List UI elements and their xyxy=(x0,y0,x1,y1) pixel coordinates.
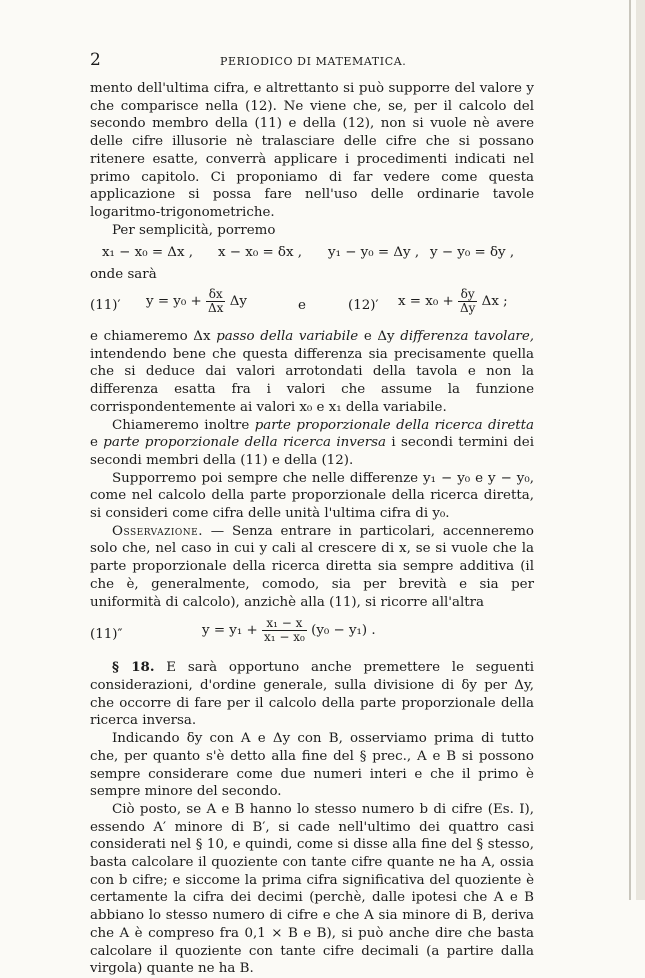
p4-part-a: e chiameremo Δx xyxy=(90,329,217,345)
paragraph-5 xyxy=(90,417,534,470)
section-18-mark: § 18. xyxy=(112,659,155,676)
definitions-row xyxy=(90,239,534,266)
p5-part-a: Chiameremo inoltre xyxy=(112,417,255,433)
paragraph-3: onde sarà xyxy=(90,267,157,283)
definition-3: y₁ − y₀ = Δy , xyxy=(328,245,420,261)
paragraph-4 xyxy=(90,328,534,417)
eq11b-fraction xyxy=(262,617,307,644)
eq11b-body xyxy=(202,617,376,644)
eq12-numerator: δy xyxy=(458,288,477,302)
p5-part-c: i secondi termini dei secondi membri della (11) e della (12). xyxy=(90,435,534,468)
paragraph-6: Supporremo poi sempre che nelle differenze y₁ − y₀ e y − y₀, come nel calcolo della parte proporzionale della ricerca diretta, si consideri come cifra delle unità l'ultima cifra di y₀. xyxy=(90,470,534,522)
body-text xyxy=(90,80,534,978)
p5-italic-2: parte proporzionale della ricerca inversa xyxy=(103,435,387,451)
paragraph-8 xyxy=(90,659,534,730)
p4-italic-2: differenza tavolare, xyxy=(400,329,535,345)
eq12-denominator: Δy xyxy=(459,301,476,316)
paragraph-2: Per semplicità, porremo xyxy=(112,222,276,238)
eq11b-tail: (y₀ − y₁) . xyxy=(311,623,376,639)
definition-2: x − x₀ = δx , xyxy=(218,245,303,261)
p4-part-b: e Δy xyxy=(358,329,401,345)
p5-part-b: e xyxy=(90,435,104,451)
paragraph-7 xyxy=(90,523,534,612)
equation-row-11b xyxy=(90,611,534,659)
eq11-lhs: y = y₀ + xyxy=(146,294,202,310)
p4-part-c: intendendo bene che questa differenza sia precisamente quella che si deduce dai valori arrotondati della tavola e non la differenza esatta fra i valori che assume la funzione corrispondentemente ai valori x₀ e x₁ della variabile. xyxy=(90,346,534,415)
eq11-fraction xyxy=(206,288,225,315)
eq12-body xyxy=(398,288,508,315)
eq12-lhs: x = x₀ + xyxy=(398,294,454,310)
osservazione-heading: Osservazione. xyxy=(112,523,203,539)
conjunction: e xyxy=(298,298,306,314)
paragraph-10: Ciò posto, se A e B hanno lo stesso numero b di cifre (Es. I), essendo A′ minore di B′, si cade nell'ultimo dei quattro casi considerati nel § 10, e quindi, come si disse alla fine del § stesso, basta calcolare il quoziente con tante cifre quante ne ha A, ossia con b cifre; e siccome la prima cifra significativa del quoziente è certamente la cifra dei decimi (perchè, dalle ipotesi che A e B abbiano lo stesso numero di cifre e che A sia minore di B, deriva che A è compreso fra 0,1 × B e B), si può anche dire che basta calcolare il quoziente con tante cifre decimali (a partire dalla virgola) quante ne ha B. xyxy=(90,801,534,977)
eq12-fraction xyxy=(458,288,477,315)
eq11-numerator: δx xyxy=(206,288,225,302)
running-header xyxy=(90,50,530,72)
p4-italic-1: passo della variabile xyxy=(216,329,359,345)
eq12-tail: Δx ; xyxy=(481,294,508,310)
equation-row-11-12 xyxy=(90,284,534,328)
eq11-tail: Δy xyxy=(229,294,247,310)
page-edge-strip xyxy=(636,0,645,900)
eq11b-lhs: y = y₁ + xyxy=(202,623,258,639)
eq11b-label: (11)″ xyxy=(90,627,123,643)
paragraph-9: Indicando δy con A e Δy con B, osserviamo prima di tutto che, per quanto s'è detto alla fine del § prec., A e B si possono sempre considerare come due numeri interi e che il primo è sempre minore del secondo. xyxy=(90,731,534,800)
p7-rest: — Senza entrare in particolari, accenneremo solo che, nel caso in cui y cali al crescere di x, se si vuole che la parte proporzionale della ricerca diretta sia sempre additiva (il che è, generalmente, comodo, sia per brevità e sia per uniformità di calcolo), anzichè alla (11), si ricorre all'altra xyxy=(90,523,534,610)
eq11-denominator: Δx xyxy=(207,301,224,316)
eq11-body xyxy=(146,288,247,315)
eq11b-denominator: x₁ − x₀ xyxy=(263,630,305,645)
eq11b-numerator: x₁ − x xyxy=(262,617,307,631)
eq11-label: (11)′ xyxy=(90,298,121,314)
page-number: 2 xyxy=(90,50,101,70)
page-edge-line xyxy=(629,0,631,900)
definition-1: x₁ − x₀ = Δx , xyxy=(102,245,194,261)
p8-rest: E sarà opportuno anche premettere le seguenti considerazioni, d'ordine generale, sulla divisione di δy per Δy, che occorre di fare per il calcolo della parte proporzionale della ricerca inversa. xyxy=(90,660,534,729)
paragraph-1: mento dell'ultima cifra, e altrettanto si può supporre del valore y che comparisce nella (12). Ne viene che, se, per il calcolo del secondo membro della (11) e della (12), non si vuole nè avere delle cifre illusorie nè tralasciare delle cifre che si possano ritenere esatte, converrà applicare i procedimenti indicati nel primo capitolo. Ci proponiamo di far vedere come questa applicazione si possa fare nell'uso delle ordinarie tavole logaritmo-trigonometriche. xyxy=(90,81,534,220)
definition-4: y − y₀ = δy , xyxy=(430,245,515,261)
running-title: PERIODICO DI MATEMATICA. xyxy=(220,55,407,68)
p5-italic-1: parte proporzionale della ricerca diretta xyxy=(254,417,534,433)
eq12-label: (12)′ xyxy=(348,298,379,314)
